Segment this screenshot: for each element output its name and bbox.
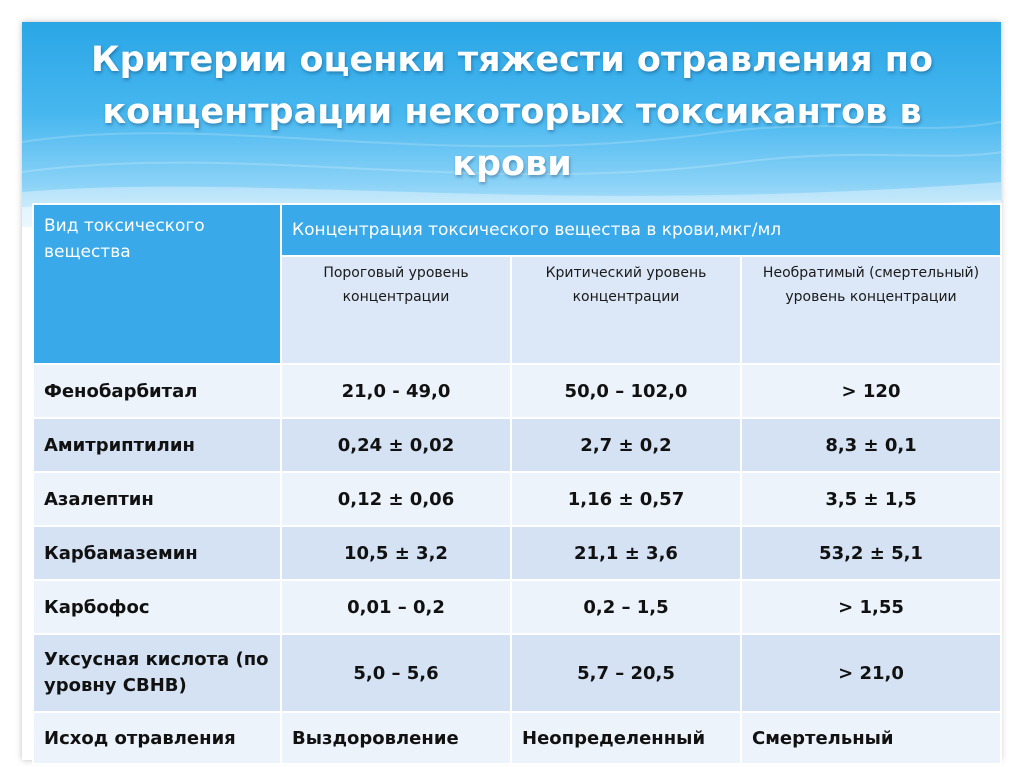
table-row	[33, 364, 1001, 418]
substance-name: Уксусная кислота (по уровну СВНВ)	[33, 634, 281, 712]
column-header-threshold: Пороговый уровень концентрации	[281, 256, 511, 364]
critical-value: 5,7 – 20,5	[511, 634, 741, 712]
substance-name: Фенобарбитал	[33, 364, 281, 418]
critical-value: 21,1 ± 3,6	[511, 526, 741, 580]
threshold-value: 0,01 – 0,2	[281, 580, 511, 634]
header-substance: Вид токсического вещества	[33, 204, 281, 364]
outcome-critical: Неопределенный	[511, 712, 741, 764]
header-concentration: Концентрация токсического вещества в крови,мкг/мл	[281, 204, 1001, 256]
substance-name: Карбамаземин	[33, 526, 281, 580]
column-header-lethal: Необратимый (смертельный) уровень концентрации	[741, 256, 1001, 364]
outcome-label: Исход отравления	[33, 712, 281, 764]
table-row	[33, 418, 1001, 472]
table-row	[33, 634, 1001, 712]
threshold-value: 10,5 ± 3,2	[281, 526, 511, 580]
threshold-value: 21,0 - 49,0	[281, 364, 511, 418]
lethal-value: > 21,0	[741, 634, 1001, 712]
outcome-row	[33, 712, 1001, 764]
table-row	[33, 526, 1001, 580]
critical-value: 0,2 – 1,5	[511, 580, 741, 634]
table-row	[33, 580, 1001, 634]
critical-value: 2,7 ± 0,2	[511, 418, 741, 472]
threshold-value: 5,0 – 5,6	[281, 634, 511, 712]
outcome-threshold: Выздоровление	[281, 712, 511, 764]
threshold-value: 0,12 ± 0,06	[281, 472, 511, 526]
lethal-value: 8,3 ± 0,1	[741, 418, 1001, 472]
threshold-value: 0,24 ± 0,02	[281, 418, 511, 472]
page-title: Критерии оценки тяжести отравления по концентрации некоторых токсикантов в крови	[90, 40, 934, 184]
lethal-value: 3,5 ± 1,5	[741, 472, 1001, 526]
lethal-value: 53,2 ± 5,1	[741, 526, 1001, 580]
lethal-value: > 120	[741, 364, 1001, 418]
substance-name: Карбофос	[33, 580, 281, 634]
toxicant-table	[32, 203, 1002, 765]
table-row	[33, 472, 1001, 526]
critical-value: 50,0 – 102,0	[511, 364, 741, 418]
substance-name: Азалептин	[33, 472, 281, 526]
critical-value: 1,16 ± 0,57	[511, 472, 741, 526]
outcome-lethal: Смертельный	[741, 712, 1001, 764]
substance-name: Амитриптилин	[33, 418, 281, 472]
lethal-value: > 1,55	[741, 580, 1001, 634]
column-header-critical: Критический уровень концентрации	[511, 256, 741, 364]
